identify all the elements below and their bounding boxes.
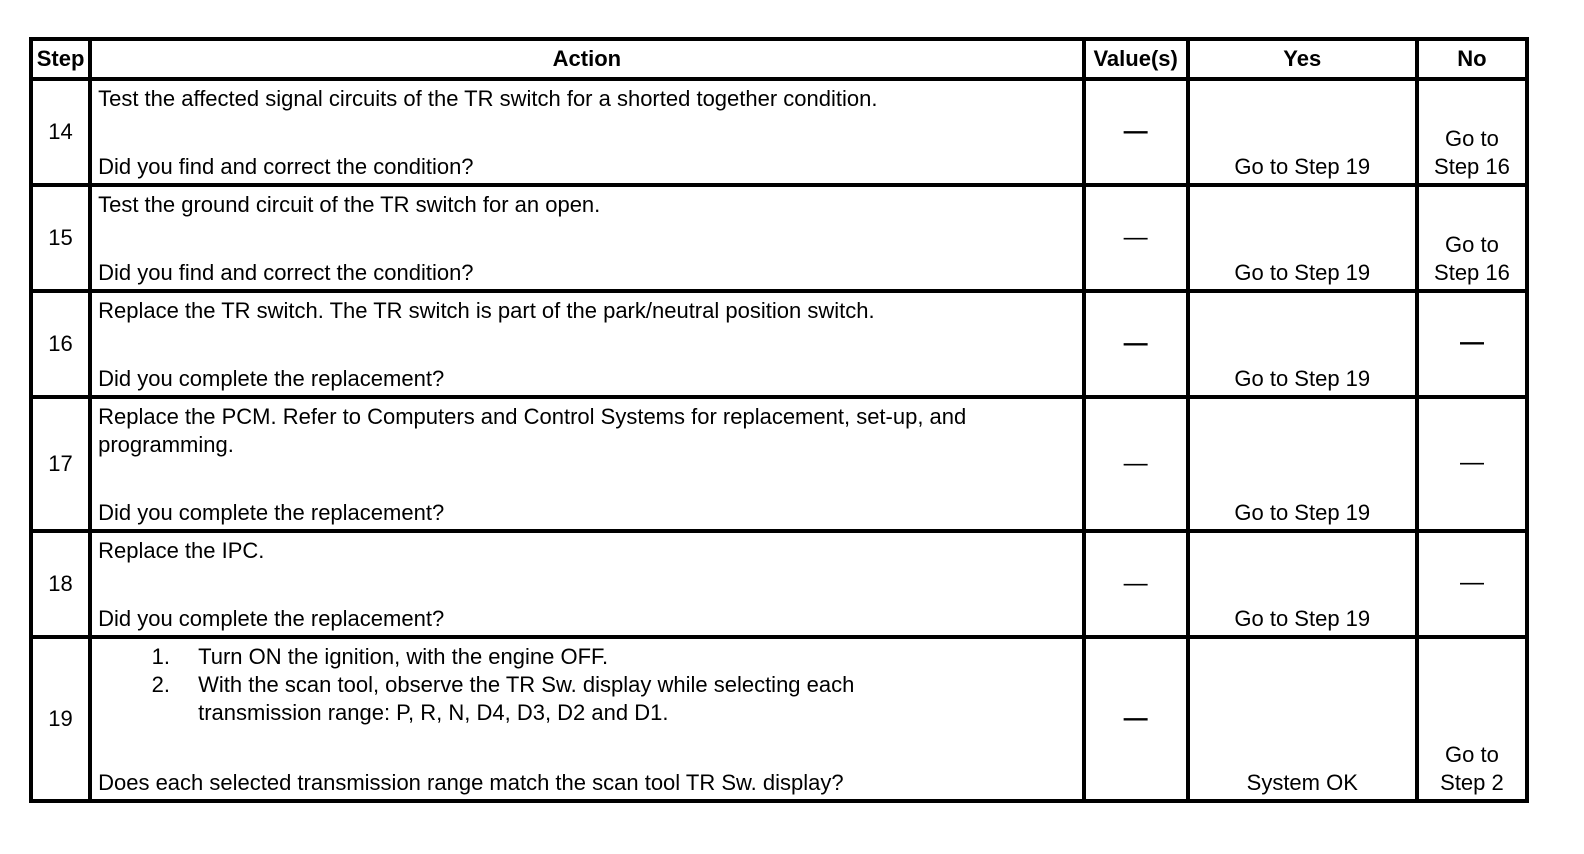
- action-question: Did you complete the replacement?: [98, 500, 445, 525]
- yes-cell: System OK: [1188, 637, 1417, 801]
- header-values: Value(s): [1084, 39, 1188, 79]
- action-cell: [90, 79, 1084, 185]
- action-question: Did you find and correct the condition?: [98, 154, 474, 179]
- header-action: Action: [90, 39, 1084, 79]
- yes-cell: Go to Step 19: [1188, 291, 1417, 397]
- table-row: [31, 531, 1527, 637]
- no-cell: Go to Step 16: [1417, 185, 1527, 291]
- list-item: 1. Turn ON the ignition, with the engine OFF.: [176, 643, 1076, 671]
- table-row: [31, 185, 1527, 291]
- table-row: [31, 637, 1527, 801]
- yes-cell: Go to Step 19: [1188, 185, 1417, 291]
- action-cell: [90, 531, 1084, 637]
- table-row: [31, 79, 1527, 185]
- no-cell: —: [1417, 291, 1527, 397]
- header-no: No: [1417, 39, 1527, 79]
- header-yes: Yes: [1188, 39, 1417, 79]
- action-text: Test the affected signal circuits of the TR switch for a shorted together condition.: [98, 86, 878, 111]
- no-cell: Go to Step 2: [1417, 637, 1527, 801]
- yes-cell: Go to Step 19: [1188, 531, 1417, 637]
- action-text: Replace the PCM. Refer to Computers and Control Systems for replacement, set-up, and programming.: [98, 404, 967, 457]
- action-question: Did you find and correct the condition?: [98, 260, 474, 285]
- value-cell: —: [1084, 531, 1188, 637]
- diagnostic-table: [29, 37, 1529, 803]
- action-step-list: [98, 643, 1076, 727]
- table-row: [31, 397, 1527, 531]
- yes-cell: Go to Step 19: [1188, 397, 1417, 531]
- no-cell: Go to Step 16: [1417, 79, 1527, 185]
- table-row: [31, 291, 1527, 397]
- step-number: 17: [31, 397, 90, 531]
- action-question: Did you complete the replacement?: [98, 366, 445, 391]
- step-number: 14: [31, 79, 90, 185]
- action-question: Does each selected transmission range match the scan tool TR Sw. display?: [98, 770, 844, 795]
- header-row: [31, 39, 1527, 79]
- value-cell: —: [1084, 185, 1188, 291]
- action-text: Test the ground circuit of the TR switch for an open.: [98, 192, 601, 217]
- no-cell: —: [1417, 531, 1527, 637]
- step-number: 15: [31, 185, 90, 291]
- action-text: Replace the IPC.: [98, 538, 265, 563]
- yes-cell: Go to Step 19: [1188, 79, 1417, 185]
- action-text: Replace the TR switch. The TR switch is part of the park/neutral position switch.: [98, 298, 875, 323]
- step-number: 18: [31, 531, 90, 637]
- action-cell: [90, 291, 1084, 397]
- value-cell: —: [1084, 637, 1188, 801]
- action-cell: [90, 185, 1084, 291]
- step-number: 19: [31, 637, 90, 801]
- action-cell: [90, 637, 1084, 801]
- list-item: 2. With the scan tool, observe the TR Sw. display while selecting each transmission range: P, R, N, D4, D3, D2 and D1.: [176, 671, 958, 727]
- value-cell: —: [1084, 79, 1188, 185]
- header-step: Step: [31, 39, 90, 79]
- value-cell: —: [1084, 291, 1188, 397]
- step-number: 16: [31, 291, 90, 397]
- no-cell: —: [1417, 397, 1527, 531]
- action-question: Did you complete the replacement?: [98, 606, 445, 631]
- action-cell: [90, 397, 1084, 531]
- value-cell: —: [1084, 397, 1188, 531]
